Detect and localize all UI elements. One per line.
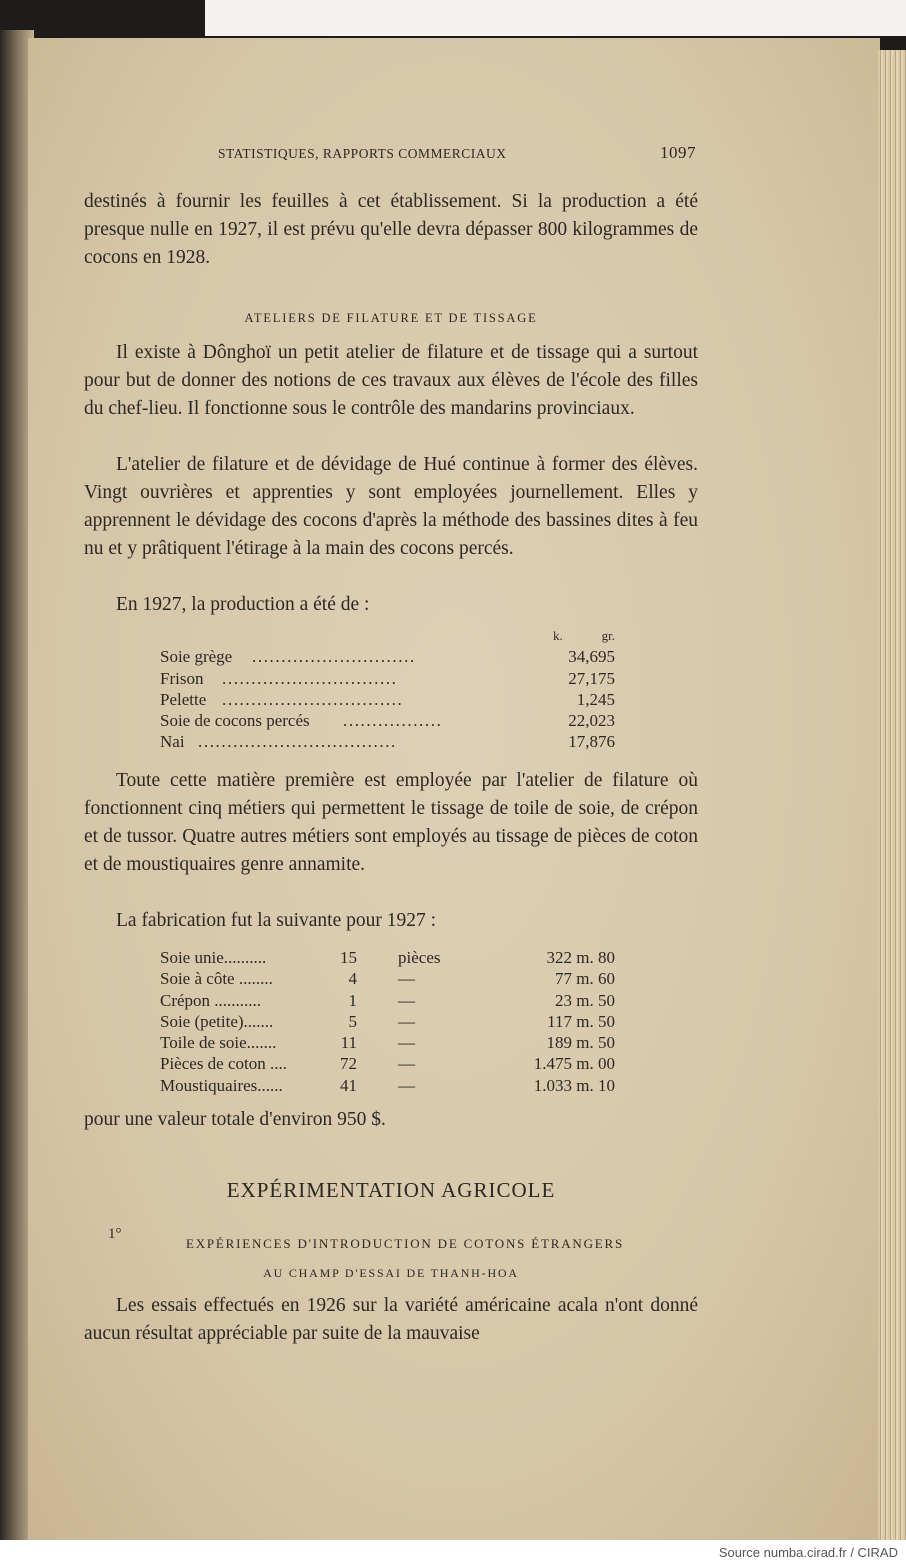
section-heading: ATELIERS DE FILATURE ET DE TISSAGE [244, 311, 538, 325]
table-row [160, 731, 615, 752]
unit-gr: gr. [601, 628, 615, 643]
row-length: 1.033 m. 10 [533, 1075, 615, 1095]
page-edges [878, 50, 906, 1540]
page-number: 1097 [660, 143, 696, 162]
paragraph-text: pour une valeur totale d'environ 950 $. [84, 1109, 386, 1130]
paragraph-text: Les essais effectués en 1926 sur la variété américaine acala n'ont donné aucun résultat appréciable par suite de la mauvaise [84, 1295, 698, 1344]
source-credit: Source numba.cirad.fr / CIRAD [718, 1545, 898, 1560]
row-count: 5 [348, 1011, 357, 1031]
table-row [160, 1075, 615, 1096]
subsection-number: 1° [108, 1226, 122, 1242]
row-value: 17,876 [568, 732, 615, 752]
row-unit: — [398, 969, 415, 989]
dot-leader: ............................... [222, 689, 404, 709]
dot-leader: .................................. [198, 732, 397, 752]
row-unit: — [398, 990, 415, 1010]
table-row [160, 646, 615, 667]
row-label: Soie à côte ........ [160, 969, 273, 989]
section-title: EXPÉRIMENTATION AGRICOLE [226, 1178, 556, 1202]
paragraph-text: L'atelier de filature et de dévidage de Hué continue à former des élèves. Vingt ouvrières et apprenties y sont employées journellement. Elles y apprennent le dévidage des cocons d'après la méthode des bassines dites à feu nu et y prâtiquent l'étirage à la main des cocons percés. [84, 454, 698, 559]
paragraph [84, 1106, 698, 1134]
row-label: Soie grège [160, 647, 233, 667]
row-label: Soie (petite)....... [160, 1011, 274, 1031]
row-value: 27,175 [568, 668, 615, 688]
row-count: 11 [340, 1033, 357, 1053]
row-length: 189 m. 50 [546, 1033, 615, 1053]
table-row [160, 1053, 615, 1074]
row-label: Toile de soie....... [160, 1033, 277, 1053]
row-count: 1 [348, 990, 357, 1010]
paragraph [84, 907, 698, 935]
table-row [160, 710, 615, 731]
row-count: 72 [340, 1054, 357, 1074]
paragraph [84, 451, 698, 563]
row-label: Moustiquaires...... [160, 1075, 283, 1095]
dot-leader: ............................ [252, 647, 416, 667]
paragraph-text: En 1927, la production a été de : [116, 594, 370, 615]
dot-leader: .............................. [222, 668, 398, 688]
paragraph [84, 339, 698, 423]
row-count: 41 [340, 1075, 357, 1095]
row-label: Nai [160, 732, 185, 752]
table-row [160, 1011, 615, 1032]
scan-margin [205, 0, 906, 36]
row-length: 1.475 m. 00 [533, 1054, 615, 1074]
row-label: Soie de cocons percés [160, 711, 310, 731]
row-label: Frison [160, 668, 204, 688]
paragraph [84, 1292, 698, 1348]
row-length: 117 m. 50 [547, 1011, 615, 1031]
row-length: 77 m. 60 [555, 969, 615, 989]
paragraph [84, 591, 698, 619]
row-value: 22,023 [568, 711, 615, 731]
row-label: Soie unie.......... [160, 948, 267, 967]
row-value: 34,695 [568, 647, 615, 667]
row-unit: pièces [398, 948, 441, 967]
production-table [160, 625, 615, 753]
unit-k: k. [553, 628, 563, 643]
running-title: STATISTIQUES, RAPPORTS COMMERCIAUX [218, 146, 507, 161]
row-label: Crépon ........... [160, 990, 262, 1010]
row-value: 1,245 [576, 689, 615, 709]
table-row [160, 1032, 615, 1053]
row-unit: — [398, 1033, 415, 1053]
row-length: 23 m. 50 [555, 990, 615, 1010]
row-label: Pièces de coton .... [160, 1054, 287, 1074]
row-unit: — [398, 1075, 415, 1095]
dot-leader: ................. [343, 711, 443, 731]
table-row [160, 689, 615, 710]
row-count: 4 [348, 969, 357, 989]
paragraph-text: destinés à fournir les feuilles à cet établissement. Si la production a été presque nulle en 1927, il est prévu qu'elle devra dépasser 800 kilogrammes de cocons en 1928. [84, 191, 698, 268]
subsection-title: AU CHAMP D'ESSAI DE THANH-HOA [263, 1266, 519, 1280]
table-row [160, 947, 615, 968]
table-row [160, 668, 615, 689]
table-row [160, 968, 615, 989]
row-length: 322 m. 80 [546, 948, 615, 967]
subsection-title: EXPÉRIENCES D'INTRODUCTION DE COTONS ÉTRANGERS [185, 1236, 625, 1251]
paragraph [84, 767, 698, 879]
paragraph-text: Il existe à Dônghoï un petit atelier de filature et de tissage qui a surtout pour but de donner des notions de ces travaux aux élèves de l'école des filles du chef-lieu. Il fonctionne sous le contrôle des mandarins provinciaux. [84, 342, 698, 419]
paragraph-text: La fabrication fut la suivante pour 1927 : [116, 910, 437, 931]
table-row [160, 990, 615, 1011]
paragraph-text: Toute cette matière première est employée par l'atelier de filature où fonctionnent cinq métiers qui permettent le tissage de toile de soie, de crépon et de tussor. Quatre autres métiers sont employés au tissage de pièces de coton et de moustiquaires genre annamite. [84, 770, 698, 875]
row-count: 15 [340, 948, 357, 967]
row-unit: — [398, 1054, 415, 1074]
row-unit: — [398, 1011, 415, 1031]
paragraph [84, 188, 698, 272]
row-label: Pelette [160, 689, 207, 709]
fabrication-table [160, 947, 615, 1096]
